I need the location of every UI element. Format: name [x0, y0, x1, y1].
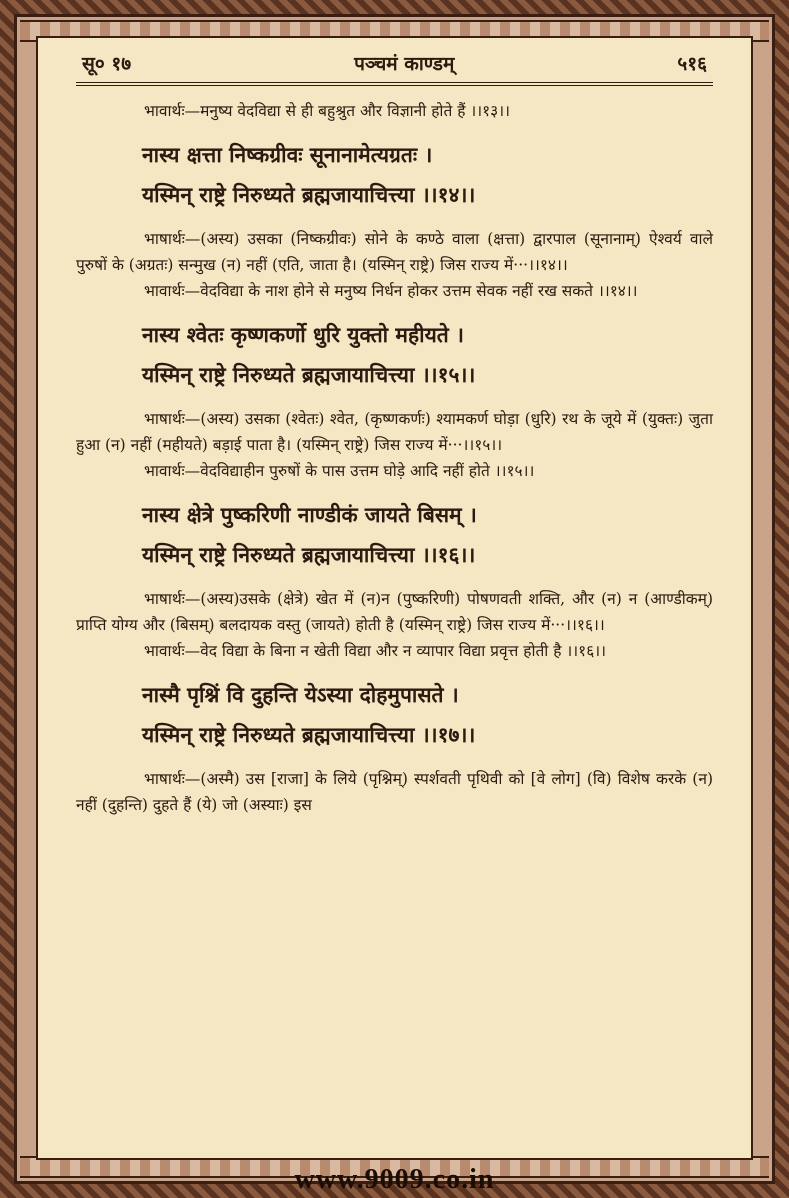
- bhavartha: भावार्थः—मनुष्य वेदविद्या से ही बहुश्रुत और विज्ञानी होते हैं ।।१३।।: [144, 102, 510, 120]
- bhavartha: भावार्थः—वेदविद्याहीन पुरुषों के पास उत्तम घोड़े आदि नहीं होते ।।१५।।: [144, 462, 535, 480]
- mantra-line: यस्मिन् राष्ट्रे निरुध्यते ब्रह्मजायाचित्त्या ।।१६।।: [142, 542, 476, 567]
- mantra-line: यस्मिन् राष्ट्रे निरुध्यते ब्रह्मजायाचित्त्या ।।१४।।: [142, 182, 476, 207]
- mantra-line: यस्मिन् राष्ट्रे निरुध्यते ब्रह्मजायाचित्त्या ।।१७।।: [142, 722, 476, 747]
- bhavartha: भावार्थः—वेदविद्या के नाश होने से मनुष्य निर्धन होकर उत्तम सेवक नहीं रख सकते ।।१४।।: [144, 282, 638, 300]
- book-page: [36, 36, 753, 1160]
- mantra-line: नास्मै पृश्निं वि दुहन्ति येऽस्या दोहमुपासते ।: [142, 682, 459, 707]
- sukta-number: सू० १७: [82, 53, 132, 75]
- website-footer: www.9009.co.in: [294, 1164, 495, 1195]
- mantra-line: नास्य श्वेतः कृष्णकर्णो धुरि युक्तो महीयते ।: [142, 322, 464, 347]
- kanda-title: पञ्चमं काण्डम्: [354, 53, 455, 75]
- bhasharth: भाषार्थः—(अस्य)उसके (क्षेत्रे) खेत में (न)न (पुष्करिणी) पोषणवती शक्ति, और (न) न (आण्डीकम्) प्राप्ति योग्य और (बिसम्) बलदायक वस्तु (जायते) होती है (यस्मिन् राष्ट्रे) जिस राज्य में···।।१६।।: [76, 590, 713, 634]
- bhasharth: भाषार्थः—(अस्मै) उस [राजा] के लिये (पृश्निम्) स्पर्शवती पृथिवी को [वे लोग] (वि) विशेष करके (न) नहीं (दुहन्ति) दुहते हैं (ये) जो (अस्याः) इस: [76, 770, 713, 814]
- page-header: [76, 50, 713, 86]
- bhasharth: भाषार्थः—(अस्य) उसका (निष्कग्रीवः) सोने के कण्ठे वाला (क्षत्ता) द्वारपाल (सूनानाम्) ऐश्वर्य वाले पुरुषों के (अग्रतः) सन्मुख (न) नहीं (एति, जाता है। (यस्मिन् राष्ट्रे) जिस राज्य में···।।१४।।: [76, 230, 713, 274]
- bhavartha: भावार्थः—वेद विद्या के बिना न खेती विद्या और न व्यापार विद्या प्रवृत्त होती है ।।१६।।: [144, 642, 607, 660]
- page-number: ५१६: [677, 53, 707, 75]
- mantra-line: नास्य क्षेत्रे पुष्करिणी नाण्डीकं जायते बिसम् ।: [142, 502, 477, 527]
- mantra-line: यस्मिन् राष्ट्रे निरुध्यते ब्रह्मजायाचित्त्या ।।१५।।: [142, 362, 476, 387]
- mantra-line: नास्य क्षत्ता निष्कग्रीवः सूनानामेत्यग्रतः ।: [142, 142, 433, 167]
- bhasharth: भाषार्थः—(अस्य) उसका (श्वेतः) श्वेत, (कृष्णकर्णः) श्यामकर्ण घोड़ा (धुरि) रथ के जूये में (युक्तः) जुता हुआ (न) नहीं (महीयते) बड़ाई पाता है। (यस्मिन् राष्ट्रे) जिस राज्य में···।।१५।।: [76, 410, 713, 454]
